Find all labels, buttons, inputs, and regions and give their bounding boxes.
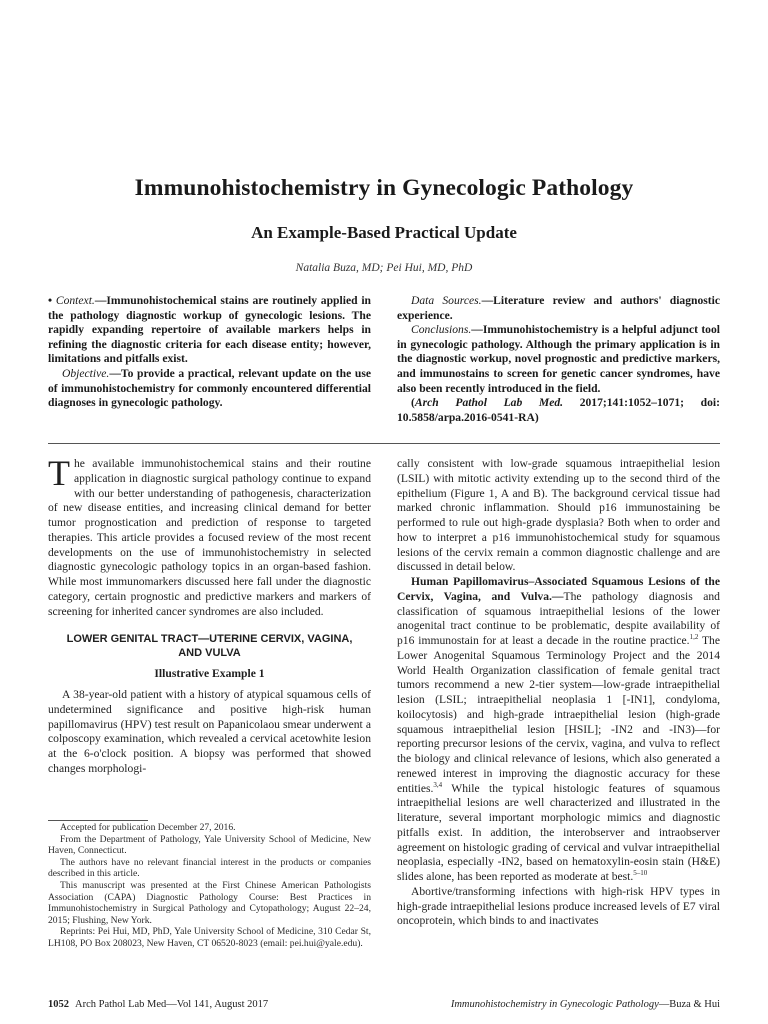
objective-label: Objective.: [62, 366, 110, 380]
context-text: —Immunohistochemical stains are routinely applied in the pathology diagnostic workup of gynecologic lesions. The rapidly expanding repertoire of available markers helps in refining the diagnostic criteria for each disease entity; however, limitations and pitfalls exist.: [48, 294, 371, 366]
body-right-column: [397, 457, 720, 929]
footnote-accepted: Accepted for publication December 27, 2016.: [60, 822, 236, 833]
citation-superscript: 5–10: [633, 869, 648, 878]
abstract-left-column: [48, 294, 371, 411]
footnote-rule: [48, 820, 148, 821]
article-authors: Natalia Buza, MD; Pei Hui, MD, PhD: [295, 262, 473, 274]
running-title: Immunohistochemistry in Gynecologic Pathology: [450, 999, 659, 1010]
article-subtitle: An Example-Based Practical Update: [251, 223, 517, 242]
example-paragraph: A 38-year-old patient with a history of atypical squamous cells of undetermined significance and positive high-risk human papillomavirus (HPV) test result on Papanicolaou smear underwent a colposcopy examination, which revealed a cervical acetowhite lesion at the 6-o'clock position. A biopsy was performed that showed changes morphologi-: [48, 688, 371, 775]
footer-journal: [48, 999, 268, 1010]
section-heading: LOWER GENITAL TRACT—UTERINE CERVIX, VAGINA, AND VULVA: [66, 633, 353, 660]
footnote-presented: This manuscript was presented at the First Chinese American Pathologists Association (CAPA) Diagnostic Pathology Course: Best Practices in Immunohistochemistry in Surgical Pathology and Cytopathology; August 22–24, 2015; Flushing, New York.: [48, 879, 371, 926]
drop-cap: T: [48, 453, 70, 493]
footer-running-head: [397, 999, 720, 1010]
objective-text: —To provide a practical, relevant update on the use of immunohistochemistry for commonly encountered differential diagnoses in gynecologic pathology.: [48, 366, 371, 410]
abstract-right-column: [397, 294, 720, 425]
sources-label: Data Sources.: [411, 294, 482, 307]
conclusions-text: —Immunohistochemistry is a helpful adjunct tool in gynecologic pathology. Although the primary application is in the diagnostic workup, novel prognostic and predictive markers, and immunostains to screen for genetic cancer syndromes, have also been recently introduced in the field.: [397, 323, 720, 395]
intro-paragraph: The available immunohistochemical stains and their routine application in diagnostic surgical pathology continue to expand with our better understanding of pathogenesis, characterization of new disease entities, and increasing clinical demand for better tumor prognostication and prediction of response to targeted therapies. This article provides a focused review of the most recent developments on the use of immunohistochemistry in selected diagnostic gynecologic pathology topics in an organ-based fashion. While most immunomarkers discussed here fall under the diagnostic category, certain prognostic and predictive markers and markers of screening for inherited cancer syndromes are also included.: [48, 453, 371, 618]
conclusions-label: Conclusions.: [411, 323, 472, 337]
footnote-affiliation: From the Department of Pathology, Yale University School of Medicine, New Haven, Connecticut.: [48, 833, 371, 857]
context-label: Context.: [55, 294, 95, 307]
footnotes: [48, 822, 371, 950]
journal-info: Arch Pathol Lab Med—Vol 141, August 2017: [75, 999, 269, 1010]
footnote-disclosure: The authors have no relevant financial interest in the products or companies described in this article.: [48, 856, 371, 880]
citation-superscript: 1,2: [689, 633, 699, 642]
example-heading: Illustrative Example 1: [154, 667, 265, 681]
citation-details: 2017;141:1052–1071; doi: 10.5858/arpa.2016-0541-RA): [397, 396, 720, 424]
bullet-icon: •: [48, 294, 53, 307]
footnote-reprints: Reprints: Pei Hui, MD, PhD, Yale University School of Medicine, 310 Cedar St, LH108, PO Box 208023, New Haven, CT 06520-8023 (email: pei.hui@yale.edu).: [48, 926, 371, 949]
running-authors: —Buza & Hui: [658, 999, 720, 1010]
body-left-column: [48, 453, 371, 777]
sources-text: —Literature review and authors' diagnostic experience.: [397, 294, 720, 322]
abstract-data-sources: [397, 294, 720, 323]
right-paragraph-3: Abortive/transforming infections with high-risk HPV types in high-grade intraepithelial lesions produce increased levels of E7 viral oncoprotein, which binds to and inactivates: [397, 884, 720, 928]
right-paragraph-1: cally consistent with low-grade squamous intraepithelial lesion (LSIL) with mitotic activity extending up to the second third of the epithelium (Figure 1, A and B). The background cervical tissue had marked chronic inflammation. Should p16 immunostaining be performed to rule out high-grade dysplasia? Both when to order and how to interpret a p16 immunohistochemical study for squamous lesions of the cervix remain a common diagnostic challenge and are discussed in detail below.: [397, 457, 720, 574]
abstract-conclusions: [397, 323, 720, 396]
abstract-citation: (Arch Pathol Lab Med. 2017;141:1052–1071; doi: 10.5858/arpa.2016-0541-RA): [397, 396, 720, 424]
subsection-heading: Human Papillomavirus–Associated Squamous Lesions of the Cervix, Vagina, and Vulva.—: [397, 575, 720, 603]
citation-superscript: 3,4: [433, 780, 443, 789]
abstract-divider: [48, 443, 720, 444]
abstract-context: [48, 294, 371, 367]
article-title: Immunohistochemistry in Gynecologic Pathology: [134, 175, 634, 201]
right-paragraph-2: Human Papillomavirus–Associated Squamous Lesions of the Cervix, Vagina, and Vulva.—The pathology diagnosis and classification of squamous intraepithelial lesions of the lower anogenital tract continue to be problematic, despite availability of p16 immunostain for at least a decade in the routine practice.$^{1,2}$ The Lower Anogenital Squamous Terminology Project and the 2014 World Health Organization classification of female genital tract tumors recommend a new 2-tier system—low-grade intraepithelial lesion (LSIL; intraepithelial neoplasia 1 [-IN1], condyloma, koilocytosis) and high-grade intraepithelial lesion (high-grade squamous intraepithelial lesion [HSIL]; -IN2 and -IN3)—for reporting precursor lesions of the cervix, vagina, and vulva to reflect the biology and clinical relevance of lesions, which also generated a renewed interest in improving the diagnostic accuracy for these entities.$^{3,4}$ While the typical histologic features of squamous intraepithelial lesions are well characterized and illustrated in the literature, several important morphologic mimics and diagnostic pitfalls exist. In addition, the interobserver and intraobserver agreement on histologic grading of cervical and vulvar intraepithelial neoplasia, especially -IN2, based on hematoxylin-eosin stain (H&E) slides alone, has been reported as moderate at best.$^{5-10}$: [397, 575, 721, 883]
citation-journal: Arch Pathol Lab Med.: [414, 396, 564, 410]
abstract-objective: [48, 367, 371, 411]
page-number: 1052: [48, 999, 69, 1010]
